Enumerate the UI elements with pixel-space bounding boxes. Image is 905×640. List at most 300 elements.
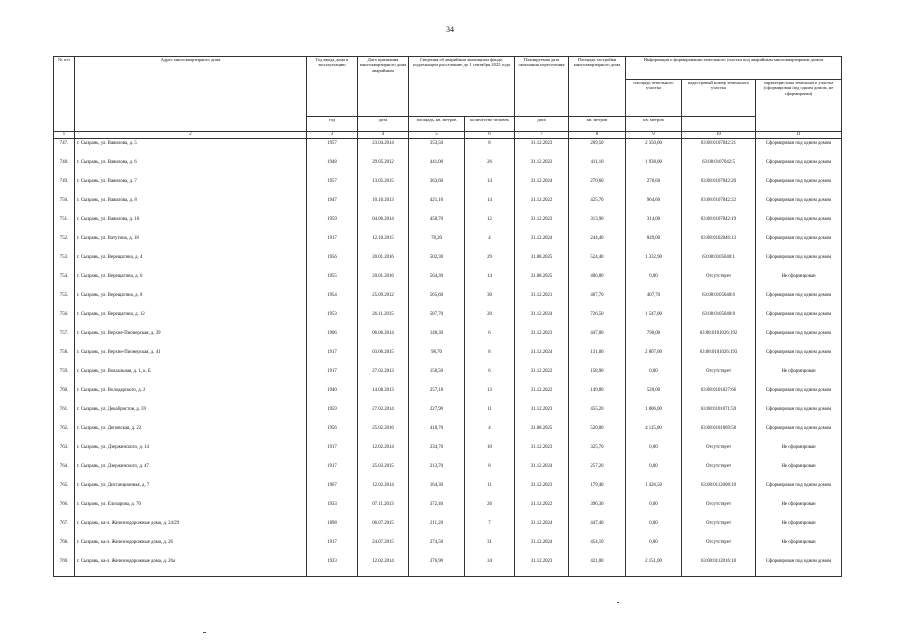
cell-resident-count: 14 <box>465 196 515 215</box>
header-date-recognized: Дата признания многоквартирного дома аварийным <box>358 57 409 117</box>
cell-fund-area: 274,50 <box>409 538 465 557</box>
cell-year-built: 1917 <box>307 462 358 481</box>
cell-year-built: 1956 <box>307 253 358 272</box>
table-row <box>54 329 842 348</box>
cell-land-area: 520,00 <box>626 386 682 405</box>
cell-land-status: Сформирован под одним домом <box>756 386 842 405</box>
cell-land-status: Сформирован под одним домом <box>756 158 842 177</box>
table-row <box>54 557 842 577</box>
cell-land-area: 314,00 <box>626 215 682 234</box>
cell-land-area: 0,00 <box>626 367 682 386</box>
cell-land-area: 0,00 <box>626 519 682 538</box>
cell-resident-count: 7 <box>465 519 515 538</box>
unit-year: год <box>307 117 358 132</box>
col-number: 8 <box>569 132 626 139</box>
cell-date-recognized: 27.02.2014 <box>358 405 409 424</box>
cell-land-area: 0,00 <box>626 443 682 462</box>
cell-built-area: 447,00 <box>569 329 626 348</box>
cell-cadastral-number: 63:08:0112008:10 <box>682 481 756 500</box>
cell-address: г. Сызрань, ул. Верхне-Пионерская, д. 41 <box>75 348 307 367</box>
table-row <box>54 310 842 329</box>
cell-year-built: 1940 <box>307 386 358 405</box>
cell-address: г. Сызрань, ул. Верещагина, д. 6 <box>75 272 307 291</box>
cell-resident-count: 4 <box>465 234 515 253</box>
cell-built-area: 131,00 <box>569 348 626 367</box>
cell-planned-date: 31.08.2025 <box>515 424 569 443</box>
cell-fund-area: 502,30 <box>409 253 465 272</box>
cell-built-area: 325,70 <box>569 443 626 462</box>
cell-fund-area: 227,90 <box>409 405 465 424</box>
cell-land-status: Не сформирован <box>756 272 842 291</box>
cell-year-built: 1917 <box>307 234 358 253</box>
cell-planned-date: 31.12.2023 <box>515 215 569 234</box>
cell-fund-area: 421,10 <box>409 196 465 215</box>
cell-address: г. Сызрань, ул. Вавилова, д. 8 <box>75 196 307 215</box>
cell-resident-count: 8 <box>465 348 515 367</box>
table-row <box>54 424 842 443</box>
cell-land-area: 0,00 <box>626 538 682 557</box>
cell-address: г. Сызрань, ул. Верещагина, д. 12 <box>75 310 307 329</box>
cell-fund-area: 78,20 <box>409 234 465 253</box>
cell-land-area: 1 547,00 <box>626 310 682 329</box>
cell-date-recognized: 12.02.2014 <box>358 481 409 500</box>
cell-date-recognized: 07.11.2013 <box>358 500 409 519</box>
cell-planned-date: 31.12.2021 <box>515 291 569 310</box>
cell-year-built: 1917 <box>307 348 358 367</box>
cell-resident-count: 11 <box>465 405 515 424</box>
cell-built-area: 270,60 <box>569 177 626 196</box>
cell-date-recognized: 13.05.2015 <box>358 177 409 196</box>
col-number: 5 <box>409 132 465 139</box>
cell-address: г. Сызрань, ка-л. Железнодорожные дома, д. 24/29 <box>75 519 307 538</box>
cell-cadastral-number: Отсутствует <box>682 272 756 291</box>
cell-built-area: 406,80 <box>569 272 626 291</box>
cell-cadastral-number: 63:08:0107042:21 <box>682 139 756 159</box>
cell-date-recognized: 12.10.2015 <box>358 234 409 253</box>
cell-cadastral-number: 63:08:0105040:1 <box>682 253 756 272</box>
cell-land-status: Сформирован под одним домом <box>756 215 842 234</box>
cell-planned-date: 31.12.2022 <box>515 196 569 215</box>
table-row <box>54 139 842 159</box>
header-address: Адрес многоквартирного дома <box>75 57 307 132</box>
cell-land-status: Не сформирован <box>756 538 842 557</box>
cell-address: г. Сызрань, ул. Вокзальная, д. 1, к. Б <box>75 367 307 386</box>
cell-year-built: 1933 <box>307 500 358 519</box>
cell-year-built: 1956 <box>307 424 358 443</box>
cell-date-recognized: 23.04.2014 <box>358 139 409 159</box>
cell-cadastral-number: Отсутствует <box>682 367 756 386</box>
table-row <box>54 348 842 367</box>
cell-land-status: Сформирован под одним домом <box>756 234 842 253</box>
cell-cadastral-number: 63:08:0101027:66 <box>682 386 756 405</box>
cell-row-number: 758. <box>54 348 75 367</box>
cell-fund-area: 158,50 <box>409 367 465 386</box>
cell-land-area: 407,70 <box>626 291 682 310</box>
cell-built-area: 520,00 <box>569 424 626 443</box>
emergency-housing-table <box>53 56 842 577</box>
table-row <box>54 253 842 272</box>
cell-address: г. Сызрань, ул. Елизарова, д. 70 <box>75 500 307 519</box>
header-built-area: Площадь застройки многоквартирного дома <box>569 57 626 117</box>
cell-date-recognized: 25.02.2016 <box>358 424 409 443</box>
cell-row-number: 763. <box>54 443 75 462</box>
cell-fund-area: 213,70 <box>409 462 465 481</box>
cell-fund-area: 257,18 <box>409 386 465 405</box>
cell-built-area: 524,40 <box>569 253 626 272</box>
cell-resident-count: 13 <box>465 386 515 405</box>
cell-fund-area: 98,70 <box>409 348 465 367</box>
cell-row-number: 757. <box>54 329 75 348</box>
table-row <box>54 538 842 557</box>
cell-year-built: 1959 <box>307 215 358 234</box>
cell-land-status: Сформирован под одним домом <box>756 139 842 159</box>
table-row <box>54 481 842 500</box>
cell-land-status: Не сформирован <box>756 367 842 386</box>
cell-cadastral-number: 63:08:0107042:22 <box>682 196 756 215</box>
cell-year-built: 1917 <box>307 367 358 386</box>
cell-built-area: 179,40 <box>569 481 626 500</box>
cell-land-status: Сформирован под одним домом <box>756 310 842 329</box>
cell-resident-count: 10 <box>465 443 515 462</box>
cell-fund-area: 418,70 <box>409 424 465 443</box>
cell-address: г. Сызрань, ул. Дистанционная, д. 7 <box>75 481 307 500</box>
cell-date-recognized: 25.03.2015 <box>358 462 409 481</box>
cell-land-status: Не сформирован <box>756 500 842 519</box>
cell-address: г. Сызрань, ул. Верещагина, д. 4 <box>75 253 307 272</box>
cell-address: г. Сызрань, ул. Декабристов, д. 59 <box>75 405 307 424</box>
cell-land-status: Сформирован под одним домом <box>756 557 842 577</box>
cell-resident-count: 14 <box>465 272 515 291</box>
cell-planned-date: 31.12.2022 <box>515 367 569 386</box>
cell-year-built: 1955 <box>307 272 358 291</box>
unit-sqm: кв. метров <box>569 117 626 132</box>
cell-cadastral-number: 63:08:0101026:193 <box>682 348 756 367</box>
cell-cadastral-number: Отсутствует <box>682 538 756 557</box>
col-number: 9 <box>626 132 682 139</box>
cell-year-built: 1967 <box>307 481 358 500</box>
cell-land-area: 1 006,00 <box>626 405 682 424</box>
table-row <box>54 519 842 538</box>
cell-address: г. Сызрань, ул. Дзержинского, д. 47 <box>75 462 307 481</box>
cell-fund-area: 372,40 <box>409 500 465 519</box>
cell-year-built: 1947 <box>307 196 358 215</box>
cell-built-area: 313,90 <box>569 215 626 234</box>
cell-resident-count: 14 <box>465 177 515 196</box>
cell-address: г. Сызрань, ул. Деповская, д. 22 <box>75 424 307 443</box>
cell-land-area: 4 115,00 <box>626 424 682 443</box>
cell-land-area: 1 332,90 <box>626 253 682 272</box>
header-fund-info: Сведения об аварийном жилищном фонде, подлежащем расселению до 1 сентября 2025 года <box>409 57 515 117</box>
cell-built-area: 257,20 <box>569 462 626 481</box>
cell-year-built: 1917 <box>307 538 358 557</box>
cell-address: г. Сызрань, ул. Вавилова, д. 10 <box>75 215 307 234</box>
cell-cadastral-number: Отсутствует <box>682 443 756 462</box>
cell-land-status: Не сформирован <box>756 519 842 538</box>
table-row <box>54 462 842 481</box>
cell-year-built: 1906 <box>307 329 358 348</box>
cell-cadastral-number: 63:08:0107042:19 <box>682 215 756 234</box>
cell-row-number: 769. <box>54 557 75 577</box>
cell-land-area: 0,00 <box>626 500 682 519</box>
cell-built-area: 407,70 <box>569 291 626 310</box>
cell-row-number: 762. <box>54 424 75 443</box>
cell-address: г. Сызрань, ул. Володарского, д. 2 <box>75 386 307 405</box>
cell-year-built: 1954 <box>307 291 358 310</box>
cell-row-number: 752. <box>54 234 75 253</box>
cell-row-number: 760. <box>54 386 75 405</box>
cell-planned-date: 31.12.2024 <box>515 519 569 538</box>
cell-land-area: 0,00 <box>626 462 682 481</box>
cell-row-number: 747. <box>54 139 75 159</box>
cell-date-recognized: 10.10.2013 <box>358 196 409 215</box>
cell-address: г. Сызрань, ул. Вавилова, д. 5 <box>75 139 307 159</box>
cell-built-area: 425,70 <box>569 196 626 215</box>
cell-planned-date: 31.08.2025 <box>515 253 569 272</box>
cell-land-area: 2 151,00 <box>626 557 682 577</box>
unit-cadastral-blank <box>682 117 756 132</box>
table-row <box>54 500 842 519</box>
cell-address: г. Сызрань, ул. Вавилова, д. 6 <box>75 158 307 177</box>
cell-resident-count: 4 <box>465 424 515 443</box>
cell-resident-count: 29 <box>465 253 515 272</box>
cell-address: г. Сызрань, ул. Вавилова, д. 7 <box>75 177 307 196</box>
cell-built-area: 421,00 <box>569 557 626 577</box>
cell-land-area: 0,00 <box>626 272 682 291</box>
cell-land-status: Сформирован под одним домом <box>756 405 842 424</box>
cell-fund-area: 565,60 <box>409 291 465 310</box>
unit-date: дата <box>358 117 409 132</box>
cell-year-built: 1957 <box>307 139 358 159</box>
cell-address: г. Сызрань, ул. Ватутина, д. 18 <box>75 234 307 253</box>
cell-row-number: 767. <box>54 519 75 538</box>
cell-land-status: Сформирован под одним домом <box>756 481 842 500</box>
cell-row-number: 756. <box>54 310 75 329</box>
cell-land-status: Сформирован под одним домом <box>756 177 842 196</box>
cell-fund-area: 234,70 <box>409 443 465 462</box>
cell-resident-count: 20 <box>465 310 515 329</box>
cell-planned-date: 31.12.2022 <box>515 386 569 405</box>
col-number: 4 <box>358 132 409 139</box>
cell-land-status: Не сформирован <box>756 443 842 462</box>
cell-resident-count: 8 <box>465 462 515 481</box>
cell-year-built: 1953 <box>307 310 358 329</box>
cell-fund-area: 450,70 <box>409 215 465 234</box>
header-land-char: характеристика земельного участка (сформирован под одним домом, не сформирован) <box>756 80 842 132</box>
cell-planned-date: 31.12.2022 <box>515 500 569 519</box>
cell-land-status: Сформирован под одним домом <box>756 329 842 348</box>
header-planned-date: Планируемая дата окончания переселения <box>515 57 569 117</box>
cell-date-recognized: 04.06.2014 <box>358 215 409 234</box>
cell-built-area: 411,10 <box>569 158 626 177</box>
cell-fund-area: 148,30 <box>409 329 465 348</box>
cell-built-area: 158,90 <box>569 367 626 386</box>
cell-planned-date: 31.12.2024 <box>515 234 569 253</box>
header-num: № п/п <box>54 57 75 132</box>
cell-cadastral-number: 63:08:0101069:58 <box>682 424 756 443</box>
cell-planned-date: 31.12.2024 <box>515 348 569 367</box>
cell-date-recognized: 26.11.2015 <box>358 310 409 329</box>
header-row-1 <box>54 57 842 80</box>
table-row <box>54 386 842 405</box>
cell-row-number: 768. <box>54 538 75 557</box>
cell-year-built: 1948 <box>307 158 358 177</box>
cell-cadastral-number: 63:08:0105040:8 <box>682 310 756 329</box>
cell-resident-count: 30 <box>465 291 515 310</box>
cell-land-area: 964,60 <box>626 196 682 215</box>
cell-fund-area: 441,00 <box>409 158 465 177</box>
col-number: 11 <box>756 132 842 139</box>
cell-planned-date: 31.12.2022 <box>515 158 569 177</box>
header-land-info: Информация о формировании земельного участка под аварийным многоквартирным домом <box>626 57 842 80</box>
col-number: 1 <box>54 132 75 139</box>
cell-planned-date: 31.12.2023 <box>515 481 569 500</box>
cell-year-built: 1898 <box>307 519 358 538</box>
cell-year-built: 1923 <box>307 557 358 577</box>
col-number: 10 <box>682 132 756 139</box>
cell-cadastral-number: 63:08:0107042:20 <box>682 177 756 196</box>
cell-planned-date: 31.12.2024 <box>515 310 569 329</box>
cell-planned-date: 31.12.2024 <box>515 462 569 481</box>
cell-fund-area: 363,60 <box>409 177 465 196</box>
cell-date-recognized: 24.07.2015 <box>358 538 409 557</box>
cell-date-recognized: 20.01.2016 <box>358 253 409 272</box>
table-row <box>54 272 842 291</box>
cell-row-number: 751. <box>54 215 75 234</box>
cell-land-status: Сформирован под одним домом <box>756 253 842 272</box>
cell-land-status: Не сформирован <box>756 462 842 481</box>
cell-date-recognized: 12.02.2014 <box>358 557 409 577</box>
cell-land-area: 790,00 <box>626 329 682 348</box>
cell-row-number: 761. <box>54 405 75 424</box>
cell-resident-count: 6 <box>465 367 515 386</box>
cell-address: г. Сызрань, ка-л. Железнодорожные дома, д. 26а <box>75 557 307 577</box>
cell-year-built: 1959 <box>307 405 358 424</box>
cell-date-recognized: 03.06.2015 <box>358 348 409 367</box>
table-row <box>54 158 842 177</box>
cell-address: г. Сызрань, ка-л. Железнодорожные дома, д. 26 <box>75 538 307 557</box>
table-row <box>54 196 842 215</box>
cell-land-status: Сформирован под одним домом <box>756 424 842 443</box>
cell-row-number: 749. <box>54 177 75 196</box>
cell-row-number: 764. <box>54 462 75 481</box>
cell-resident-count: 34 <box>465 557 515 577</box>
cell-cadastral-number: Отсутствует <box>682 519 756 538</box>
cell-resident-count: 26 <box>465 500 515 519</box>
col-number: 2 <box>75 132 307 139</box>
table-row <box>54 405 842 424</box>
table-row <box>54 367 842 386</box>
cell-land-status: Сформирован под одним домом <box>756 291 842 310</box>
cell-date-recognized: 29.05.2012 <box>358 158 409 177</box>
table-row <box>54 443 842 462</box>
table-row <box>54 234 842 253</box>
cell-fund-area: 164,30 <box>409 481 465 500</box>
col-number: 6 <box>465 132 515 139</box>
cell-planned-date: 31.12.2023 <box>515 139 569 159</box>
cell-built-area: 726,50 <box>569 310 626 329</box>
cell-address: г. Сызрань, ул. Дзержинского, д. 14 <box>75 443 307 462</box>
cell-built-area: 447,40 <box>569 519 626 538</box>
cell-cadastral-number: Отсутствует <box>682 462 756 481</box>
cell-planned-date: 31.12.2023 <box>515 557 569 577</box>
cell-land-status: Сформирован под одним домом <box>756 196 842 215</box>
cell-fund-area: 376,90 <box>409 557 465 577</box>
cell-resident-count: 11 <box>465 481 515 500</box>
unit-date2: дата <box>515 117 569 132</box>
cell-cadastral-number: 63:08:0101071:59 <box>682 405 756 424</box>
cell-fund-area: 211,20 <box>409 519 465 538</box>
column-number-row <box>54 132 842 139</box>
scan-speck <box>203 632 206 633</box>
cell-cadastral-number: 63:08:0107042:5 <box>682 158 756 177</box>
cell-resident-count: 6 <box>465 329 515 348</box>
cell-land-status: Сформирован под одним домом <box>756 348 842 367</box>
cell-resident-count: 12 <box>465 215 515 234</box>
cell-planned-date: 31.12.2023 <box>515 329 569 348</box>
cell-built-area: 269,50 <box>569 139 626 159</box>
cell-built-area: 149,80 <box>569 386 626 405</box>
col-number: 3 <box>307 132 358 139</box>
cell-address: г. Сызрань, ул. Верхне-Пионерская, д. 39 <box>75 329 307 348</box>
cell-date-recognized: 27.02.2013 <box>358 367 409 386</box>
cell-date-recognized: 20.01.2016 <box>358 272 409 291</box>
cell-planned-date: 31.12.2024 <box>515 538 569 557</box>
cell-built-area: 455,20 <box>569 405 626 424</box>
cell-date-recognized: 06.07.2015 <box>358 519 409 538</box>
cell-cadastral-number: 63:08:0102046:13 <box>682 234 756 253</box>
cell-cadastral-number: 63:08:0101026:192 <box>682 329 756 348</box>
cell-planned-date: 31.08.2025 <box>515 272 569 291</box>
cell-land-area: 849,00 <box>626 234 682 253</box>
cell-fund-area: 564,30 <box>409 272 465 291</box>
header-land-area: площадь земельного участка <box>626 80 682 117</box>
cell-year-built: 1957 <box>307 177 358 196</box>
cell-row-number: 750. <box>54 196 75 215</box>
header-year-built: Год ввода дома в эксплуатацию <box>307 57 358 117</box>
cell-land-area: 2 807,00 <box>626 348 682 367</box>
cell-land-area: 270,60 <box>626 177 682 196</box>
cell-date-recognized: 12.02.2014 <box>358 443 409 462</box>
cell-land-area: 1 938,00 <box>626 158 682 177</box>
cell-resident-count: 26 <box>465 158 515 177</box>
cell-land-area: 2 350,00 <box>626 139 682 159</box>
cell-year-built: 1917 <box>307 443 358 462</box>
cell-row-number: 748. <box>54 158 75 177</box>
table-row <box>54 177 842 196</box>
cell-row-number: 766. <box>54 500 75 519</box>
table-row <box>54 215 842 234</box>
header-cadastral: кадастровый номер земельного участка <box>682 80 756 117</box>
unit-area: площадь, кв. метров <box>409 117 465 132</box>
cell-planned-date: 31.12.2023 <box>515 443 569 462</box>
cell-planned-date: 31.12.2024 <box>515 177 569 196</box>
cell-planned-date: 31.12.2023 <box>515 405 569 424</box>
cell-fund-area: 353,50 <box>409 139 465 159</box>
cell-resident-count: 8 <box>465 139 515 159</box>
unit-count: количество человек <box>465 117 515 132</box>
cell-resident-count: 31 <box>465 538 515 557</box>
cell-row-number: 755. <box>54 291 75 310</box>
cell-row-number: 753. <box>54 253 75 272</box>
cell-land-area: 1 426,50 <box>626 481 682 500</box>
col-number: 7 <box>515 132 569 139</box>
cell-cadastral-number: Отсутствует <box>682 500 756 519</box>
cell-row-number: 765. <box>54 481 75 500</box>
table-body <box>54 139 842 577</box>
cell-cadastral-number: 63:08:0112016:10 <box>682 557 756 577</box>
cell-date-recognized: 25.09.2012 <box>358 291 409 310</box>
table-row <box>54 291 842 310</box>
